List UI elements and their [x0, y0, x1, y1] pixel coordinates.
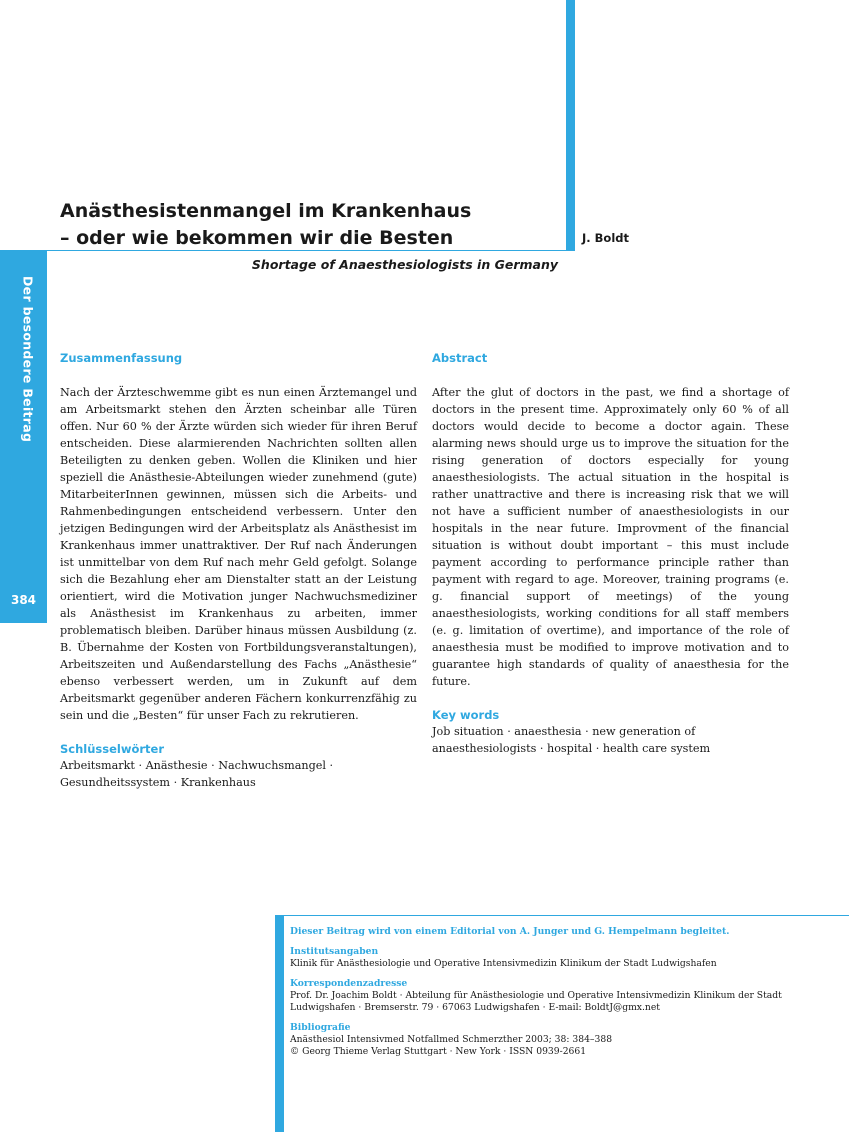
- article-title-line-2: – oder wie bekommen wir die Besten: [60, 227, 454, 249]
- english-title: Shortage of Anaesthesiologists in Germany: [251, 257, 558, 272]
- editorial-note: Dieser Beitrag wird von einem Editorial von A. Junger und G. Hempelmann begleitet.: [290, 926, 730, 937]
- english-keywords-heading: Key words: [432, 708, 500, 722]
- accent-bar-top: [566, 0, 575, 251]
- info-box-rule: [284, 915, 849, 916]
- german-keywords: Arbeitsmarkt · Anästhesie · Nachwuchsmangel · Gesundheitssystem · Krankenhaus: [60, 759, 334, 789]
- article-info-box: [290, 926, 840, 1066]
- correspondence-text: [290, 990, 840, 1014]
- english-keywords: Job situation · anaesthesia · new generation of anaesthesiologists · hospital · health care system: [432, 725, 711, 755]
- bibliography-heading: Bibliografie: [290, 1022, 351, 1033]
- correspondence-heading: Korrespondenzadresse: [290, 978, 408, 989]
- german-keywords-heading: Schlüsselwörter: [60, 742, 165, 756]
- correspondence-line-2: Ludwigshafen · Bremserstr. 79 · 67063 Ludwigshafen · E-mail: BoldtJ@gmx.net: [290, 1002, 660, 1013]
- bibliography-line-2: © Georg Thieme Verlag Stuttgart · New York · ISSN 0939-2661: [290, 1046, 587, 1057]
- correspondence-line-1: Prof. Dr. Joachim Boldt · Abteilung für Anästhesiologie und Operative Intensivmedizin Klinikum der Stadt: [290, 990, 782, 1001]
- english-abstract-column: [432, 350, 789, 757]
- institution-text: Klinik für Anästhesiologie und Operative Intensivmedizin Klinikum der Stadt Ludwigshafen: [290, 958, 717, 969]
- info-box-stripe: [275, 915, 284, 1132]
- section-tab-label: Der besondere Beitrag: [20, 276, 36, 443]
- bibliography-text: [290, 1034, 840, 1058]
- author-name: J. Boldt: [582, 231, 629, 245]
- article-title-line-1: Anästhesistenmangel im Krankenhaus: [60, 200, 472, 222]
- abstract-heading: Abstract: [432, 351, 488, 365]
- summary-heading: Zusammenfassung: [60, 351, 183, 365]
- page-number: 384: [10, 593, 37, 607]
- abstract-text: After the glut of doctors in the past, we find a shortage of doctors in the present time. Approximately only 60 % of all doctors would decide to become a doctor again. These alarming news should urge us to improve the situation for the rising generation of doctors especially for young anaesthesiologists. The actual situation in the hospital is rather unattractive and there is increasing risk that we will not have a sufficient number of anaesthesiologists in our hospitals in the near future. Improvment of the financial situation is without doubt important – this must include payment according to performance principle rather than payment with regard to age. Moreover, training programs (e. g. financial support of meetings) of the young anaesthesiologists, working conditions for all staff members (e. g. limitation of overtime), and importance of the role of anaesthesia must be modified to improve motivation and to guarantee high standards of quality of anaesthesia for the future.: [432, 386, 789, 688]
- summary-text: Nach der Ärzteschwemme gibt es nun einen Ärztemangel und am Arbeitsmarkt stehen den Ärzten scheinbar alle Türen offen. Nur 60 % der Ärzte würden sich wieder für ihren Beruf entscheiden. Diese alarmierenden Nachrichten sollten allen Beteiligten zu denken geben. Wollen die Kliniken und hier speziell die Anästhesie-Abteilungen wieder zunehmend (gute) MitarbeiterInnen gewinnen, müssen sich die Arbeits- und Rahmenbedingungen entscheidend verbessern. Unter den jetzigen Bedingungen wird der Arbeitsplatz als Anästhesist im Krankenhaus immer unattraktiver. Der Ruf nach Änderungen ist unmittelbar von dem Ruf nach mehr Geld gefolgt. Solange sich die Bezahlung eher am Dienstalter statt an der Leistung orientiert, wird die Motivation junger Nachwuchsmediziner als Anästhesist im Krankenhaus zu arbeiten, immer problematisch bleiben. Darüber hinaus müssen Ausbildung (z. B. Übernahme der Kosten von Fortbildungsveranstaltungen), Arbeitszeiten und Außendarstellung des Fachs „Anästhesie“ ebenso verbessert werden, um in Zukunft auf dem Arbeitsmarkt gegenüber anderen Fächern konkurrenzfähig zu sein und die „Besten“ für unser Fach zu rekrutieren.: [60, 386, 417, 722]
- article-title: [60, 198, 560, 252]
- german-summary-column: [60, 350, 417, 791]
- bibliography-line-1: Anästhesiol Intensivmed Notfallmed Schmerzther 2003; 38: 384–388: [290, 1034, 613, 1045]
- institution-heading: Institutsangaben: [290, 946, 379, 957]
